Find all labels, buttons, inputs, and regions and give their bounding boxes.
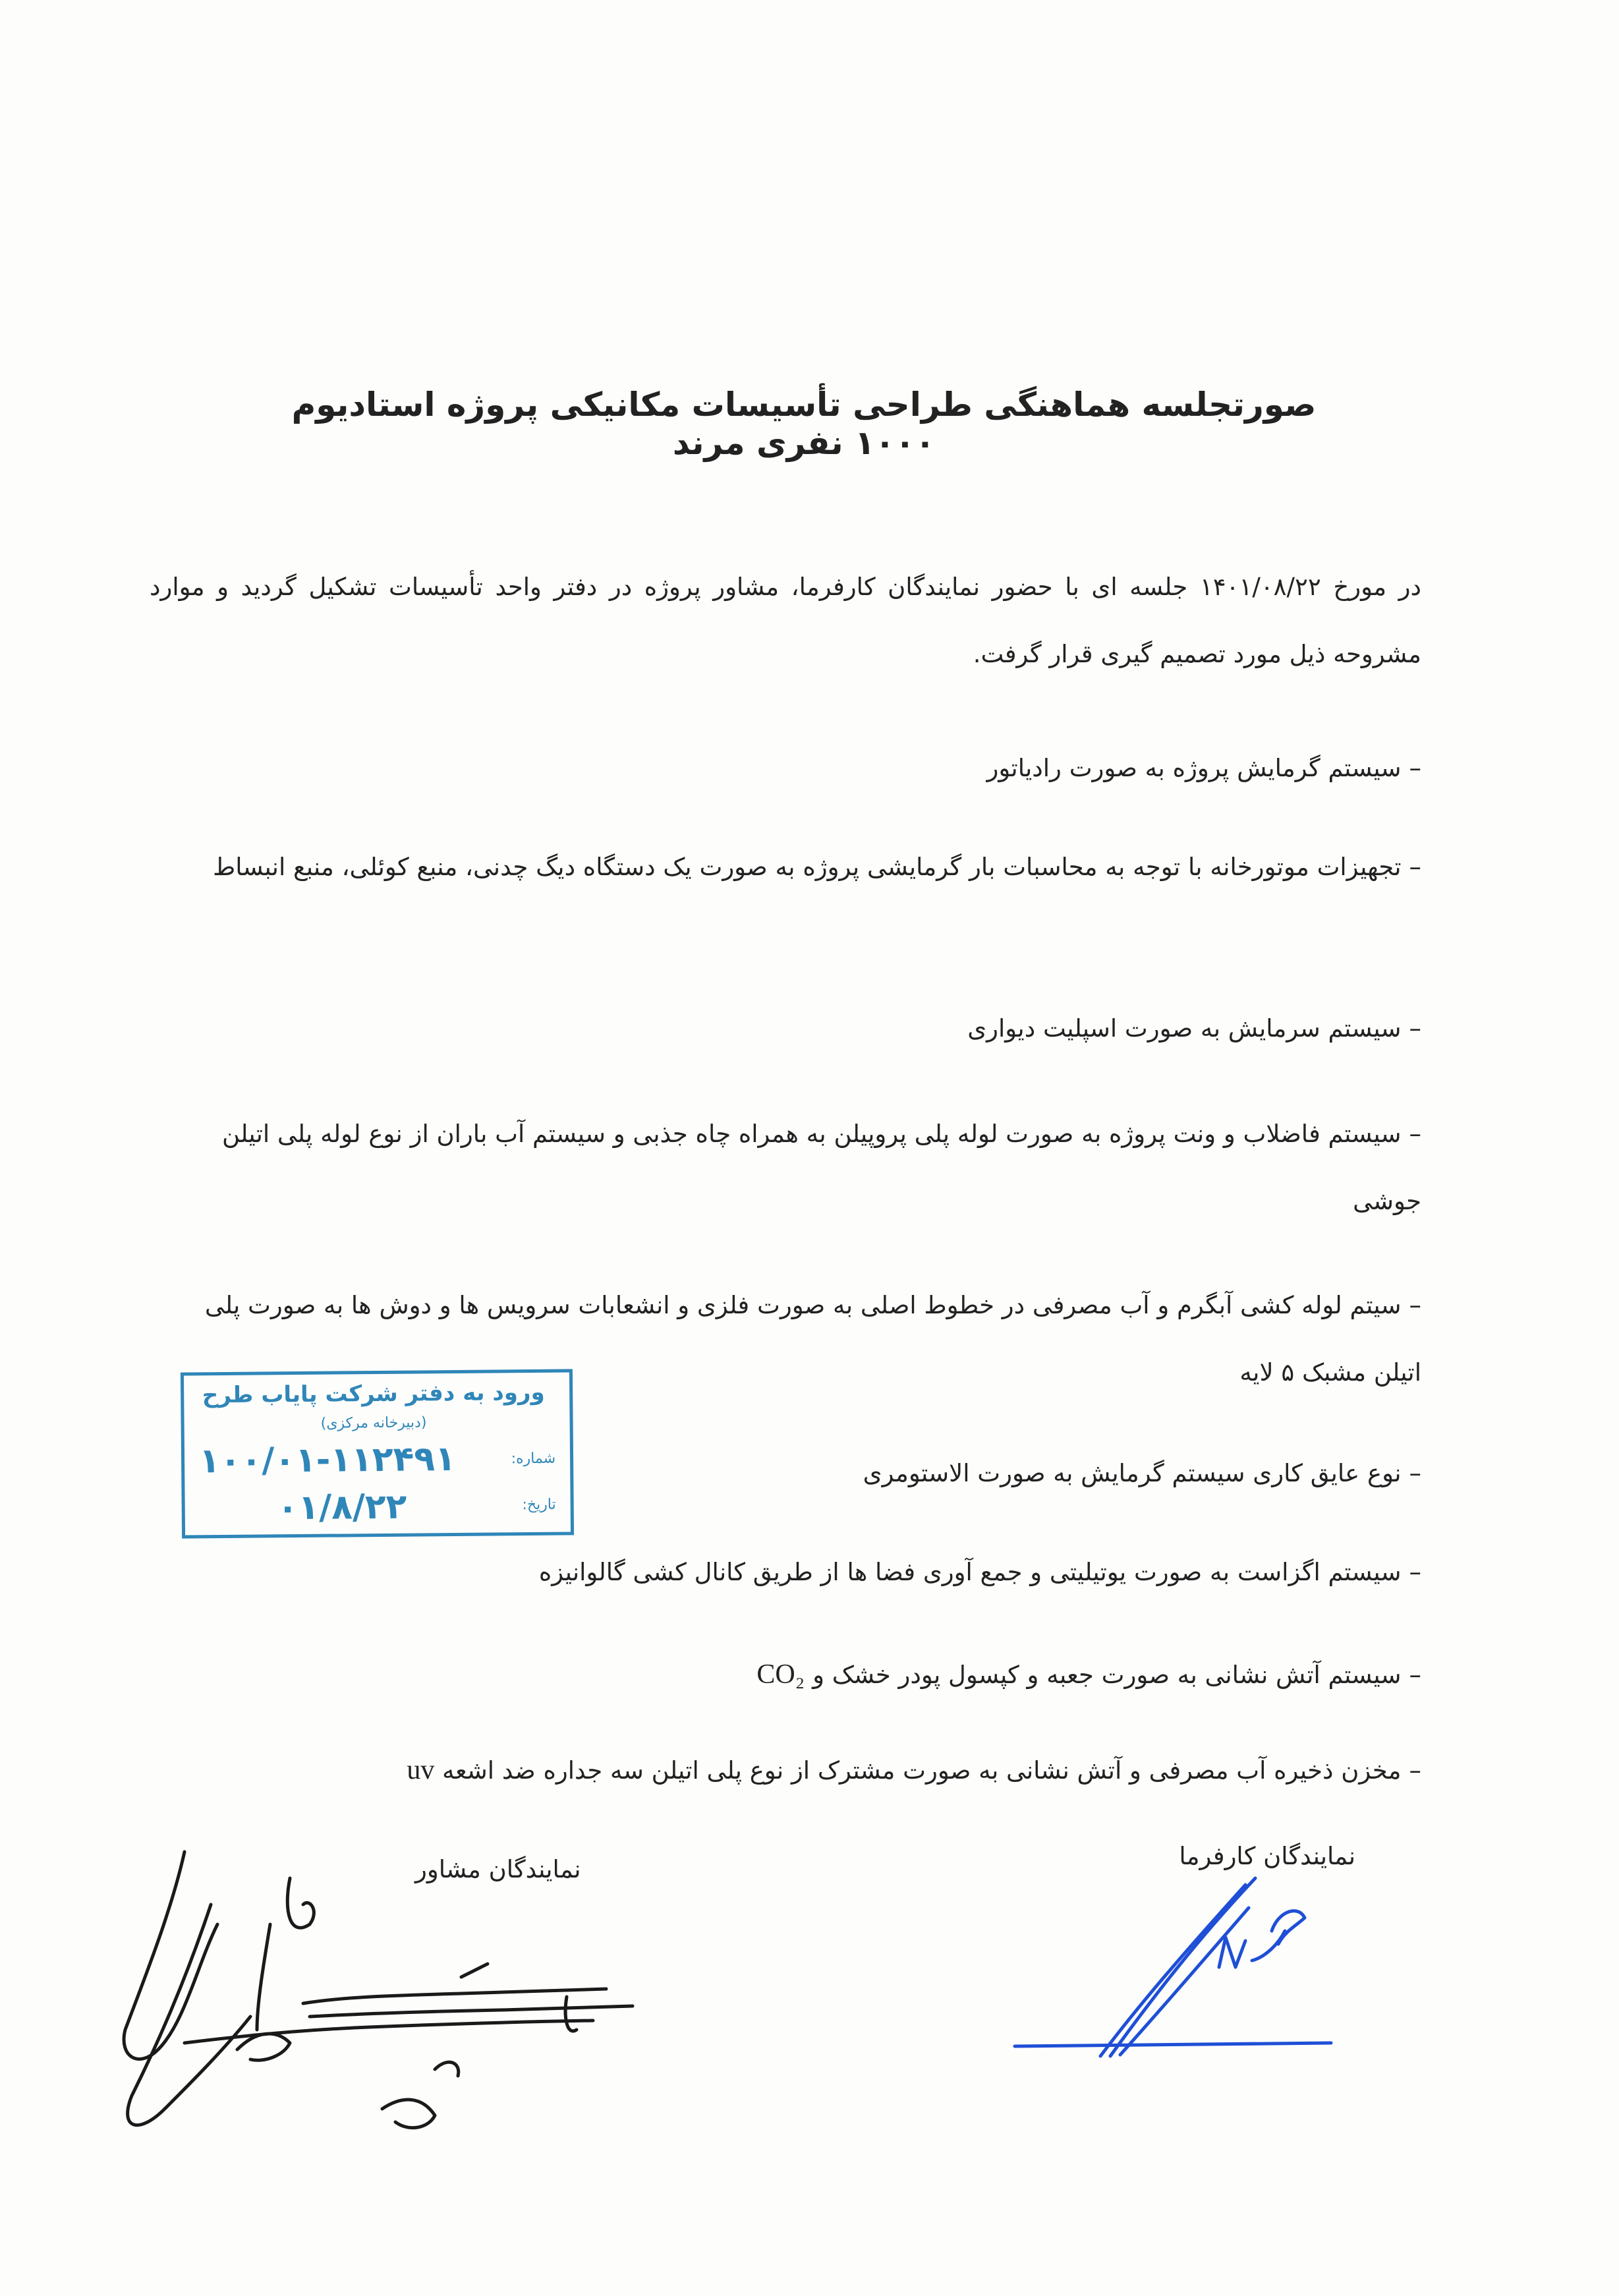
stamp-number: ۱۰۰/۰۱-۱۱۲۴۹۱ <box>198 1439 457 1481</box>
list-item <box>150 1101 1421 1235</box>
uv-token: uv <box>407 1755 435 1785</box>
stamp-number-label: شماره: <box>511 1450 556 1468</box>
list-item <box>150 1736 1421 1804</box>
list-dash: – <box>1409 1661 1421 1689</box>
list-item-text: نوع عایق کاری سیستم گرمایش به صورت الاستومری <box>863 1459 1402 1487</box>
client-representatives-label: نمایندگان کارفرما <box>1179 1842 1355 1870</box>
list-item-text: سیستم گرمایش پروژه به صورت رادیاتور <box>986 754 1402 782</box>
list-item-text: سیتم لوله کشی آبگرم و آب مصرفی در خطوط اصلی به صورت فلزی و انشعابات سرویس ها و دوش ها به صورت پلی اتیلن مشبک ۵ لایه <box>204 1291 1421 1387</box>
list-item-text: سیستم فاضلاب و ونت پروژه به صورت لوله پلی پروپیلن به همراه چاه جذبی و سیستم آب باران از نوع لوله پلی اتیلن جوشی <box>222 1120 1421 1215</box>
list-item <box>150 995 1421 1062</box>
list-dash: – <box>1409 853 1421 881</box>
client-signature <box>988 1858 1357 2076</box>
co2-token: CO₂ <box>756 1659 805 1690</box>
list-dash: – <box>1409 754 1421 782</box>
list-item <box>150 735 1421 802</box>
list-dash: – <box>1409 1459 1421 1487</box>
intro-paragraph: در مورخ ۱۴۰۱/۰۸/۲۲ جلسه ای با حضور نمایندگان کارفرما، مشاور پروژه در دفتر واحد تأسیسات تشکیل گردید و موارد مشروحه ذیل مورد تصمیم گیری قرار گرفت. <box>150 573 1421 668</box>
list-dash: – <box>1409 1756 1421 1785</box>
receipt-stamp <box>181 1369 574 1538</box>
consultant-signatures <box>92 1832 685 2175</box>
list-item <box>150 834 1421 901</box>
stamp-title: ورود به دفتر شرکت پایاب طرح <box>202 1379 545 1409</box>
list-dash: – <box>1409 1291 1421 1319</box>
consultant-representatives-label: نمایندگان مشاور <box>415 1855 581 1883</box>
list-item-text: سیستم سرمایش به صورت اسپلیت دیواری <box>967 1014 1402 1043</box>
list-item-text: تجهیزات موتورخانه با توجه به محاسبات بار گرمایشی پروژه به صورت یک دستگاه دیگ چدنی، منبع کوئلی، منبع انبساط <box>213 853 1402 881</box>
list-item-text: سیستم اگزاست به صورت یوتیلیتی و جمع آوری فضا ها از طریق کانال کشی گالوانیزه <box>538 1558 1402 1586</box>
page-title: صورتجلسه هماهنگی طراحی تأسیسات مکانیکی پروژه استادیوم ۱۰۰۰ نفری مرند <box>291 386 1317 462</box>
list-item <box>150 1539 1421 1606</box>
stamp-date: ۰۱/۸/۲۲ <box>277 1487 407 1528</box>
list-item-text: مخزن ذخیره آب مصرفی و آتش نشانی به صورت مشترک از نوع پلی اتیلن سه جداره ضد اشعه <box>442 1756 1402 1785</box>
stamp-subtitle: (دبیرخانه مرکزی) <box>320 1414 427 1432</box>
list-dash: – <box>1409 1120 1421 1148</box>
list-item-text: سیستم آتش نشانی به صورت جعبه و کپسول پودر خشک و <box>812 1661 1402 1689</box>
list-dash: – <box>1409 1558 1421 1586</box>
list-item <box>150 1641 1421 1709</box>
stamp-date-label: تاریخ: <box>522 1496 556 1514</box>
list-dash: – <box>1409 1014 1421 1043</box>
